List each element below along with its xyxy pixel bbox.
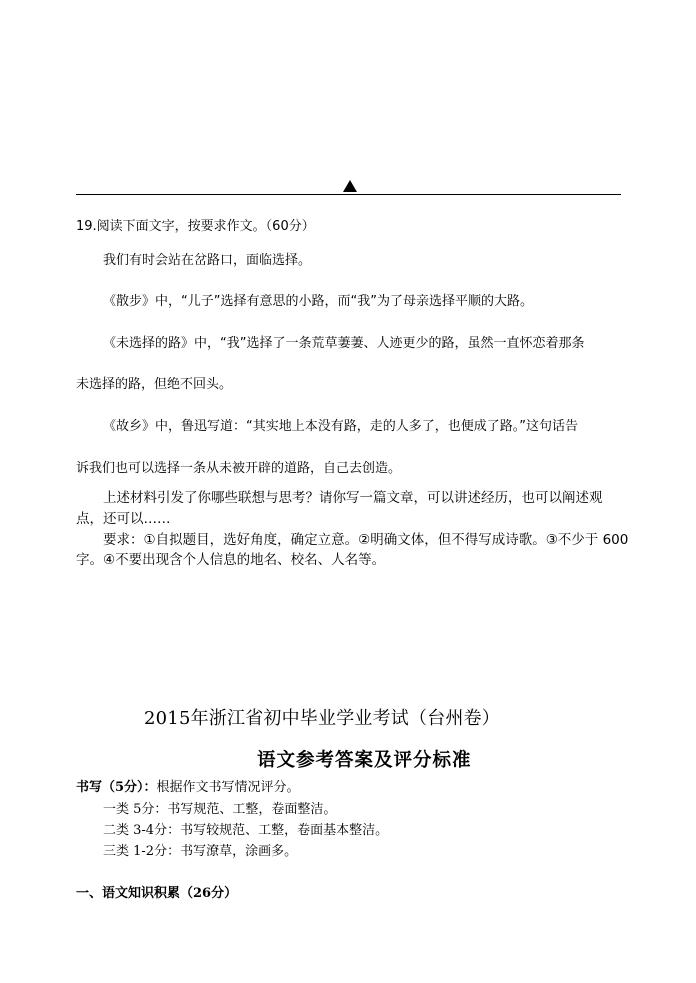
sanbu-paragraph: 《散步》中，“儿子”选择有意思的小路，而“我”为了母亲选择平顺的大路。 [103,294,533,309]
question-number-prompt: 19.阅读下面文字，按要求作文。（60分） [76,219,315,234]
writing-level-3: 三类 1-2分：书写潦草，涂画多。 [103,844,298,859]
writing-score-line [76,780,300,796]
requirements-line2: 字。④不要出现含个人信息的地名、校名、人名等。 [76,552,386,568]
section-heading-knowledge: 一、语文知识积累（26分） [76,886,238,901]
triangle-marker-icon [343,180,357,192]
writing-prompt-line2: 点，还可以…… [76,511,171,527]
guxiang-paragraph-line1: 《故乡》中，鲁迅写道：“其实地上本没有路，走的人多了，也便成了路。”这句话告 [103,419,578,434]
writing-score-label: 书写（5分）： [76,780,157,795]
weixuanze-paragraph-line2: 未选择的路，但绝不回头。 [76,377,233,392]
requirements-line1: 要求：①自拟题目，选好角度，确定立意。②明确文体，但不得写成诗歌。③不少于 600 [103,532,629,548]
writing-score-desc: 根据作文书写情况评分。 [156,780,300,795]
writing-prompt-line1: 上述材料引发了你哪些联想与思考？请你写一篇文章，可以讲述经历，也可以阐述观 [103,490,603,506]
answer-key-title: 2015年浙江省初中毕业学业考试（台州卷） [144,708,501,729]
writing-level-1: 一类 5分：书写规范、工整，卷面整洁。 [103,802,337,817]
weixuanze-paragraph-line1: 《未选择的路》中，“我”选择了一条荒草萋萋、人迹更少的路，虽然一直怀恋着那条 [103,336,585,351]
guxiang-paragraph-line2: 诉我们也可以选择一条从未被开辟的道路，自己去创造。 [76,461,402,476]
section-divider [76,194,621,195]
intro-line: 我们有时会站在岔路口，面临选择。 [103,253,312,268]
answer-key-subtitle: 语文参考答案及评分标准 [257,750,472,771]
writing-level-2: 二类 3-4分：书写较规范、工整，卷面基本整洁。 [103,823,389,838]
